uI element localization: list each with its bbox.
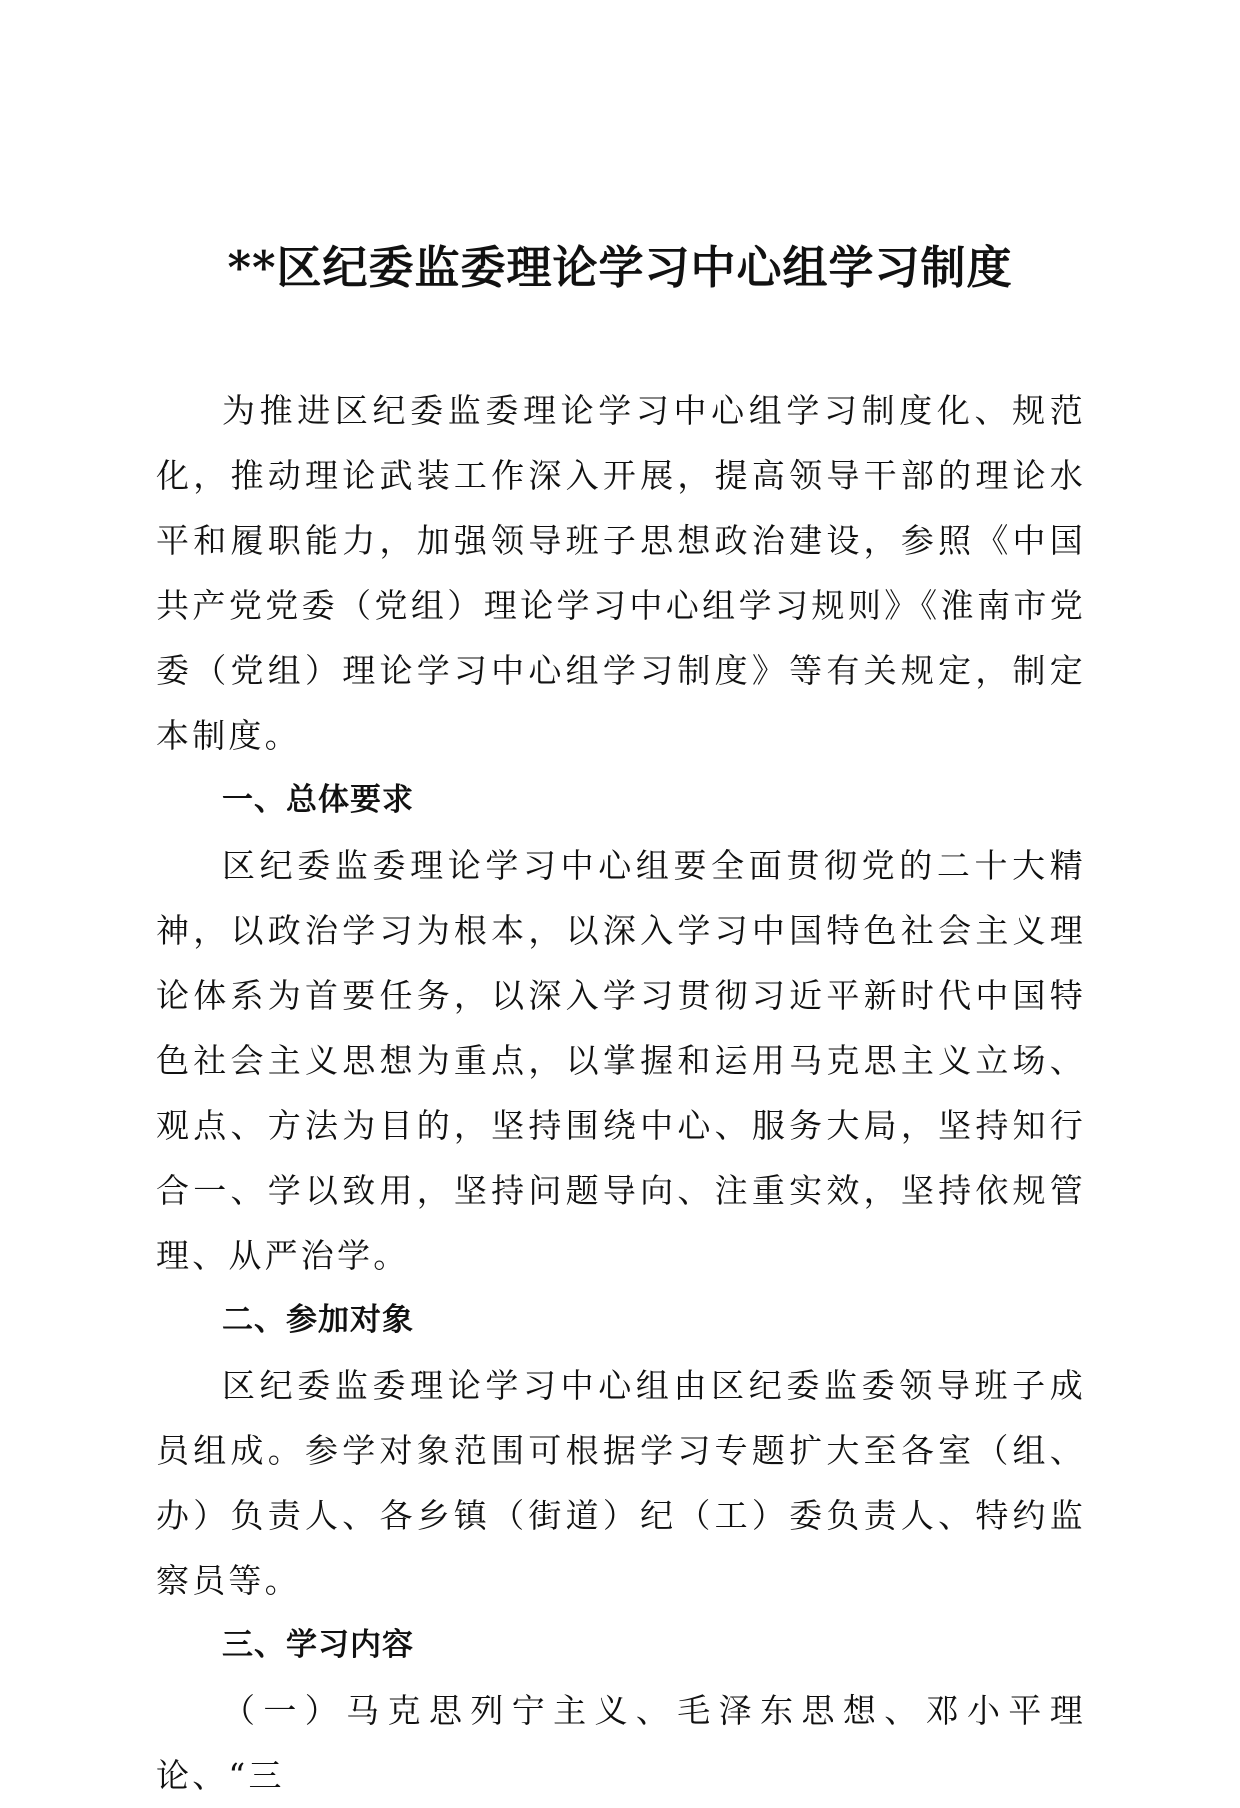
section-paragraph-participants: 区纪委监委理论学习中心组由区纪委监委领导班子成员组成。参学对象范围可根据学习专题扩大至各室（组、办）负责人、各乡镇（街道）纪（工）委负责人、特约监察员等。 [156,1366,1086,1600]
section-heading-general-requirements: 一、总体要求 [222,782,414,818]
section-paragraph-general-requirements: 区纪委监委理论学习中心组要全面贯彻党的二十大精神，以政治学习为根本，以深入学习中国特色社会主义理论体系为首要任务，以深入学习贯彻习近平新时代中国特色社会主义思想为重点，以掌握和运用马克思主义立场、观点、方法为目的，坚持围绕中心、服务大局，坚持知行合一、学以致用，坚持问题导向、注重实效，坚持依规管理、从严治学。 [156,846,1086,1275]
section-paragraph-study-content: （一）马克思列宁主义、毛泽东思想、邓小平理论、“三 [156,1691,1086,1795]
intro-paragraph: 为推进区纪委监委理论学习中心组学习制度化、规范化，推动理论武装工作深入开展，提高领导干部的理论水平和履职能力，加强领导班子思想政治建设，参照《中国共产党党委（党组）理论学习中心组学习规则》《淮南市党委（党组）理论学习中心组学习制度》等有关规定，制定本制度。 [156,391,1086,755]
document-title: **区纪委监委理论学习中心组学习制度 [227,241,1013,294]
section-heading-participants: 二、参加对象 [222,1302,414,1338]
document-body [156,378,1086,1808]
section-heading-study-content: 三、学习内容 [222,1627,414,1663]
